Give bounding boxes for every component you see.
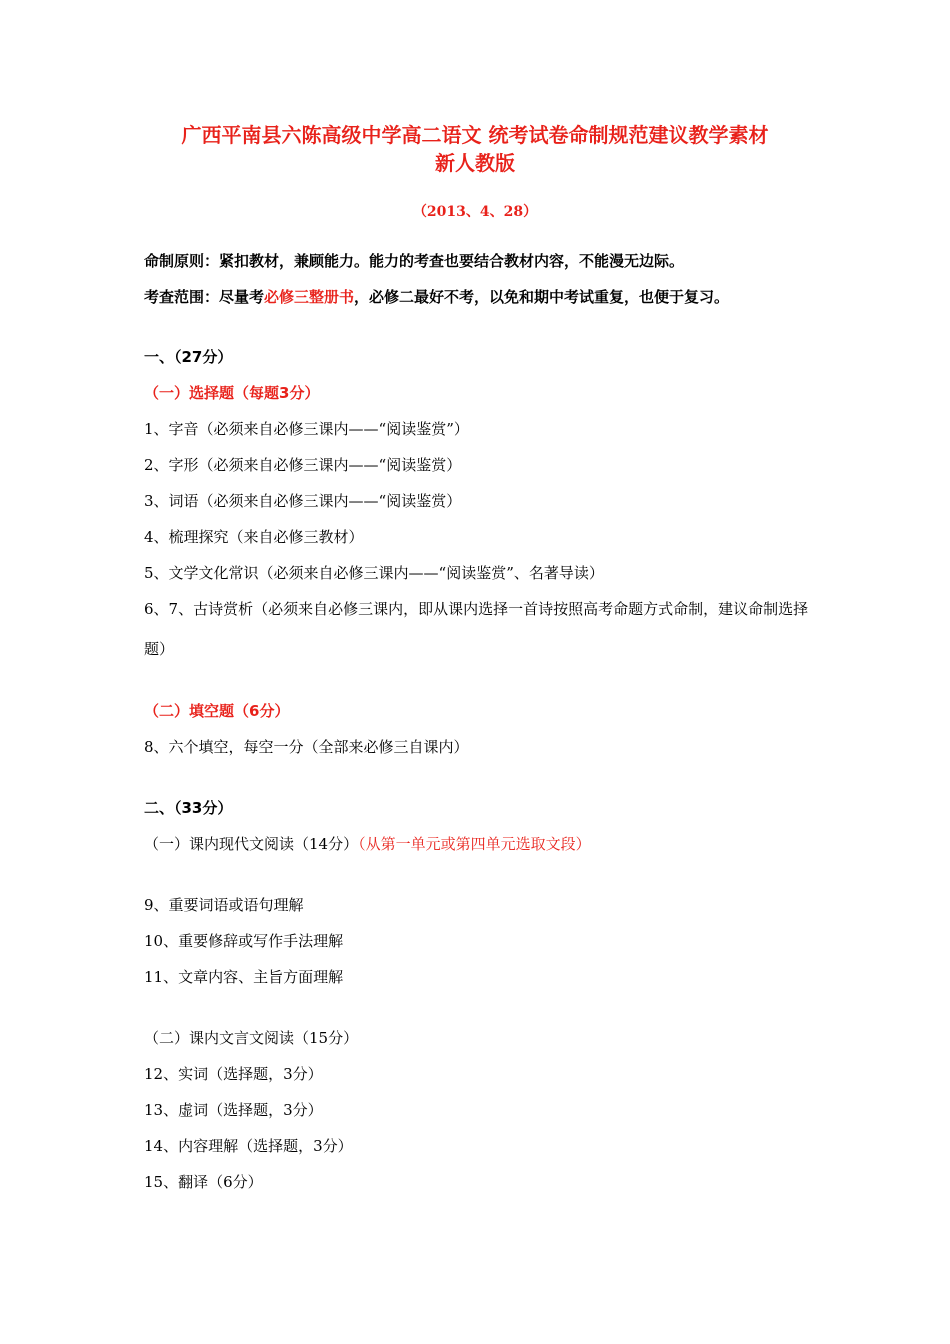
scope-highlight: 必修三整册书	[264, 288, 355, 306]
list-item: 13、虚词（选择题，3分）	[144, 1101, 323, 1119]
section1-heading: 一、（27分）	[144, 348, 233, 366]
section2-part2-heading: （二）课内文言文阅读（15分）	[144, 1029, 359, 1047]
section2-part1-heading	[144, 833, 814, 855]
section1-part1-heading: （一）选择题（每题3分）	[144, 384, 320, 402]
section1-part2-heading: （二）填空题（6分）	[144, 702, 290, 720]
doc-title-line2: 新人教版	[435, 151, 515, 175]
list-item: 9、重要词语或语句理解	[144, 896, 304, 914]
scope-text	[144, 286, 814, 308]
list-item: 6、7、古诗赏析（必须来自必修三课内，即从课内选择一首诗按照高考命题方式命制，建议命制选择题）	[144, 600, 809, 658]
principle-text: 命制原则：紧扣教材，兼顾能力。能力的考查也要结合教材内容，不能漫无边际。	[144, 252, 685, 270]
doc-date: （2013、4、28）	[412, 204, 538, 220]
list-item: 3、词语（必须来自必修三课内——“阅读鉴赏）	[144, 492, 462, 510]
list-item: 8、六个填空，每空一分（全部来必修三自课内）	[144, 738, 469, 756]
list-item: 1、字音（必须来自必修三课内——“阅读鉴赏”）	[144, 420, 469, 438]
list-item: 2、字形（必须来自必修三课内——“阅读鉴赏）	[144, 456, 462, 474]
list-item: 10、重要修辞或写作手法理解	[144, 932, 344, 950]
list-item: 15、翻译（6分）	[144, 1173, 263, 1191]
doc-title-line1: 广西平南县六陈高级中学高二语文 统考试卷命制规范建议教学素材	[181, 123, 769, 147]
section2-part1-heading-text: （一）课内现代文阅读（14分）	[144, 835, 359, 853]
list-item: 14、内容理解（选择题，3分）	[144, 1137, 353, 1155]
list-item: 12、实词（选择题，3分）	[144, 1065, 323, 1083]
list-item: 5、文学文化常识（必须来自必修三课内——“阅读鉴赏”、名著导读）	[144, 564, 604, 582]
section2-part1-heading-note: （从第一单元或第四单元选取文段）	[358, 835, 591, 853]
scope-suffix: ，必修二最好不考，以免和期中考试重复，也便于复习。	[354, 288, 730, 306]
list-item: 4、梳理探究（来自必修三教材）	[144, 528, 364, 546]
section2-heading: 二、（33分）	[144, 799, 233, 817]
scope-prefix: 考查范围：尽量考	[144, 288, 265, 306]
list-item: 11、文章内容、主旨方面理解	[144, 968, 344, 986]
